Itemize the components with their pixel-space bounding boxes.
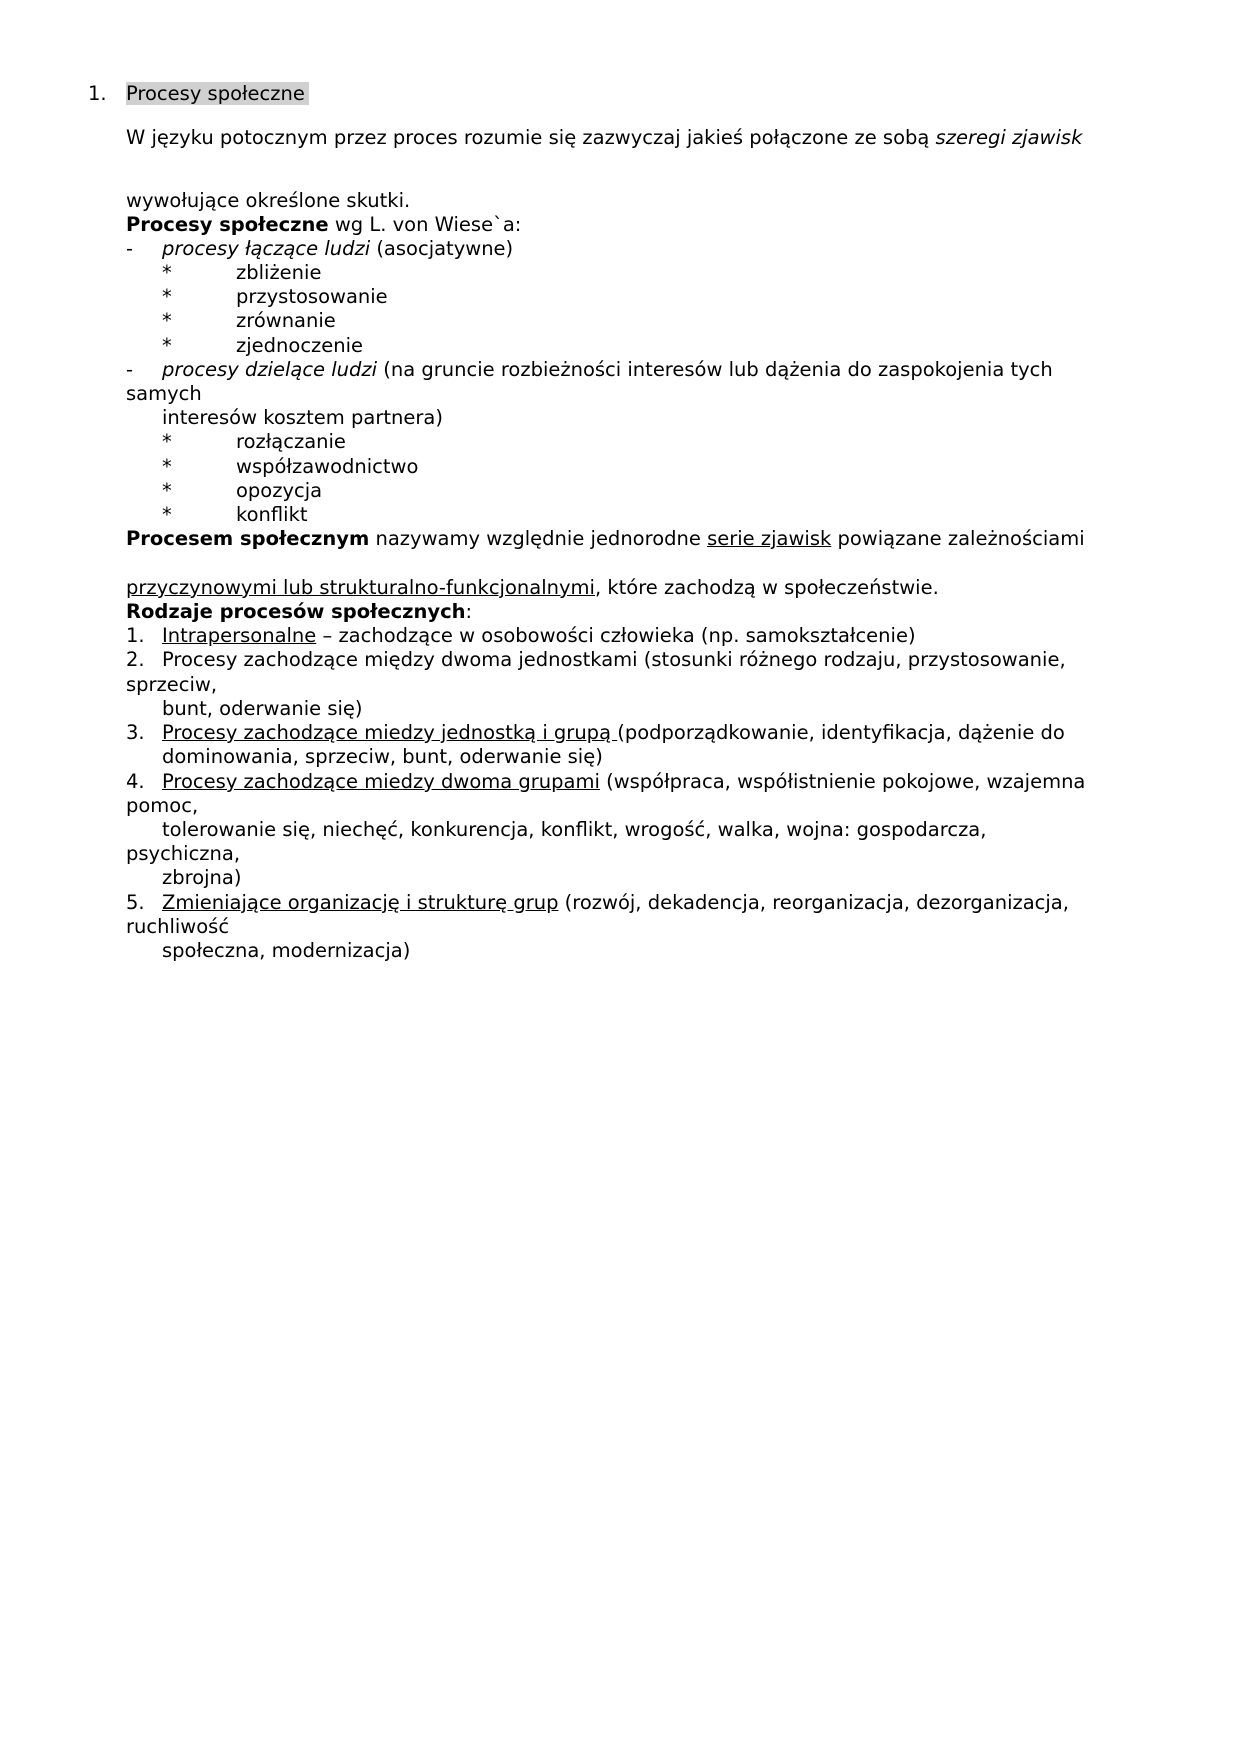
intro-line-2: wywołujące określone skutki. (126, 189, 411, 212)
type-number: 2. (126, 648, 145, 671)
definition-underlined-term: serie zjawisk (707, 527, 832, 550)
list-item: zrównanie (236, 309, 336, 332)
type-item-wrap: pomoc, (126, 794, 199, 817)
type-item-5 (162, 891, 1069, 915)
intro-line-1 (126, 126, 1082, 150)
type-item-underlined: Procesy zachodzące miedzy dwoma grupami (162, 770, 600, 793)
type-item-underlined: Zmieniające organizację i strukturę grup (162, 891, 559, 914)
definition-bold: Procesem społecznym (126, 527, 370, 550)
type-item-4 (162, 770, 1085, 794)
bullet: * (162, 455, 172, 478)
section-title (126, 82, 309, 106)
type-number: 3. (126, 721, 145, 744)
bullet: * (162, 309, 172, 332)
group2-rest: (na gruncie rozbieżności interesów lub dążenia do zaspokojenia tych (377, 358, 1053, 381)
group2-label: procesy dzielące ludzi (162, 358, 378, 381)
definition-line-2 (126, 576, 939, 600)
type-item-wrap: psychiczna, (126, 842, 241, 865)
bullet: * (162, 261, 172, 284)
section-number: 1. (88, 82, 107, 105)
type-number: 4. (126, 770, 145, 793)
group1-dash: - (126, 237, 134, 260)
type-item-cont: bunt, oderwanie się) (162, 697, 363, 720)
type-item-cont: tolerowanie się, niechęć, konkurencja, konflikt, wrogość, walka, wojna: gospodarcza, (162, 818, 987, 841)
list-item: współzawodnictwo (236, 455, 419, 478)
bullet: * (162, 285, 172, 308)
section-title-highlight: Procesy społeczne (126, 82, 309, 105)
intro-text: W języku potocznym przez proces rozumie się zazwyczaj jakieś połączone ze sobą (126, 126, 936, 149)
bullet: * (162, 479, 172, 502)
type-item-cont: społeczna, modernizacja) (162, 939, 411, 962)
group1-label: procesy łączące ludzi (162, 237, 371, 260)
wiese-heading-bold: Procesy społeczne (126, 213, 329, 236)
type-item-rest: (współpraca, współistnienie pokojowe, wzajemna (599, 770, 1086, 793)
bullet: * (162, 503, 172, 526)
type-item-2: Procesy zachodzące między dwoma jednostkami (stosunki różnego rodzaju, przystosowanie, (162, 648, 1066, 671)
definition-line-1 (126, 527, 1085, 551)
type-item-3 (162, 721, 1065, 745)
definition-end-2: , które zachodzą w społeczeństwie. (594, 576, 939, 599)
definition-end: powiązane zależnościami (831, 527, 1085, 550)
list-item: zbliżenie (236, 261, 322, 284)
type-item-cont: zbrojna) (162, 866, 242, 889)
type-item-wrap: ruchliwość (126, 915, 230, 938)
list-item: przystosowanie (236, 285, 388, 308)
list-item: konflikt (236, 503, 308, 526)
definition-mid: nazywamy względnie jednorodne (369, 527, 708, 550)
type-number: 1. (126, 624, 145, 647)
type-item-wrap: sprzeciw, (126, 673, 218, 696)
wiese-heading (126, 213, 521, 237)
group2-wrap: samych (126, 382, 202, 405)
group1-line (162, 237, 513, 261)
type-number: 5. (126, 891, 145, 914)
group1-rest: (asocjatywne) (370, 237, 514, 260)
intro-italic: szeregi zjawisk (935, 126, 1083, 149)
definition-underlined-phrase: przyczynowymi lub strukturalno-funkcjonalnymi (126, 576, 595, 599)
list-item: zjednoczenie (236, 334, 364, 357)
types-heading-colon: : (465, 600, 473, 623)
types-heading (126, 600, 472, 624)
group2-dash: - (126, 358, 134, 381)
type-item-cont: dominowania, sprzeciw, bunt, oderwanie się) (162, 745, 603, 768)
bullet: * (162, 430, 172, 453)
group2-cont: interesów kosztem partnera) (162, 406, 443, 429)
type-item-rest: – zachodzące w osobowości człowieka (np. samokształcenie) (316, 624, 916, 647)
list-item: opozycja (236, 479, 323, 502)
type-item-underlined: Intrapersonalne (162, 624, 317, 647)
types-heading-bold: Rodzaje procesów społecznych (126, 600, 466, 623)
type-item-rest: (podporządkowanie, identyfikacja, dążenie do (617, 721, 1065, 744)
type-item-underlined: Procesy zachodzące miedzy jednostką i grupą (162, 721, 618, 744)
bullet: * (162, 334, 172, 357)
wiese-heading-rest: wg L. von Wiese`a: (328, 213, 522, 236)
list-item: rozłączanie (236, 430, 346, 453)
group2-line (162, 358, 1053, 382)
type-item-rest: (rozwój, dekadencja, reorganizacja, dezorganizacja, (558, 891, 1069, 914)
type-item-1 (162, 624, 916, 648)
